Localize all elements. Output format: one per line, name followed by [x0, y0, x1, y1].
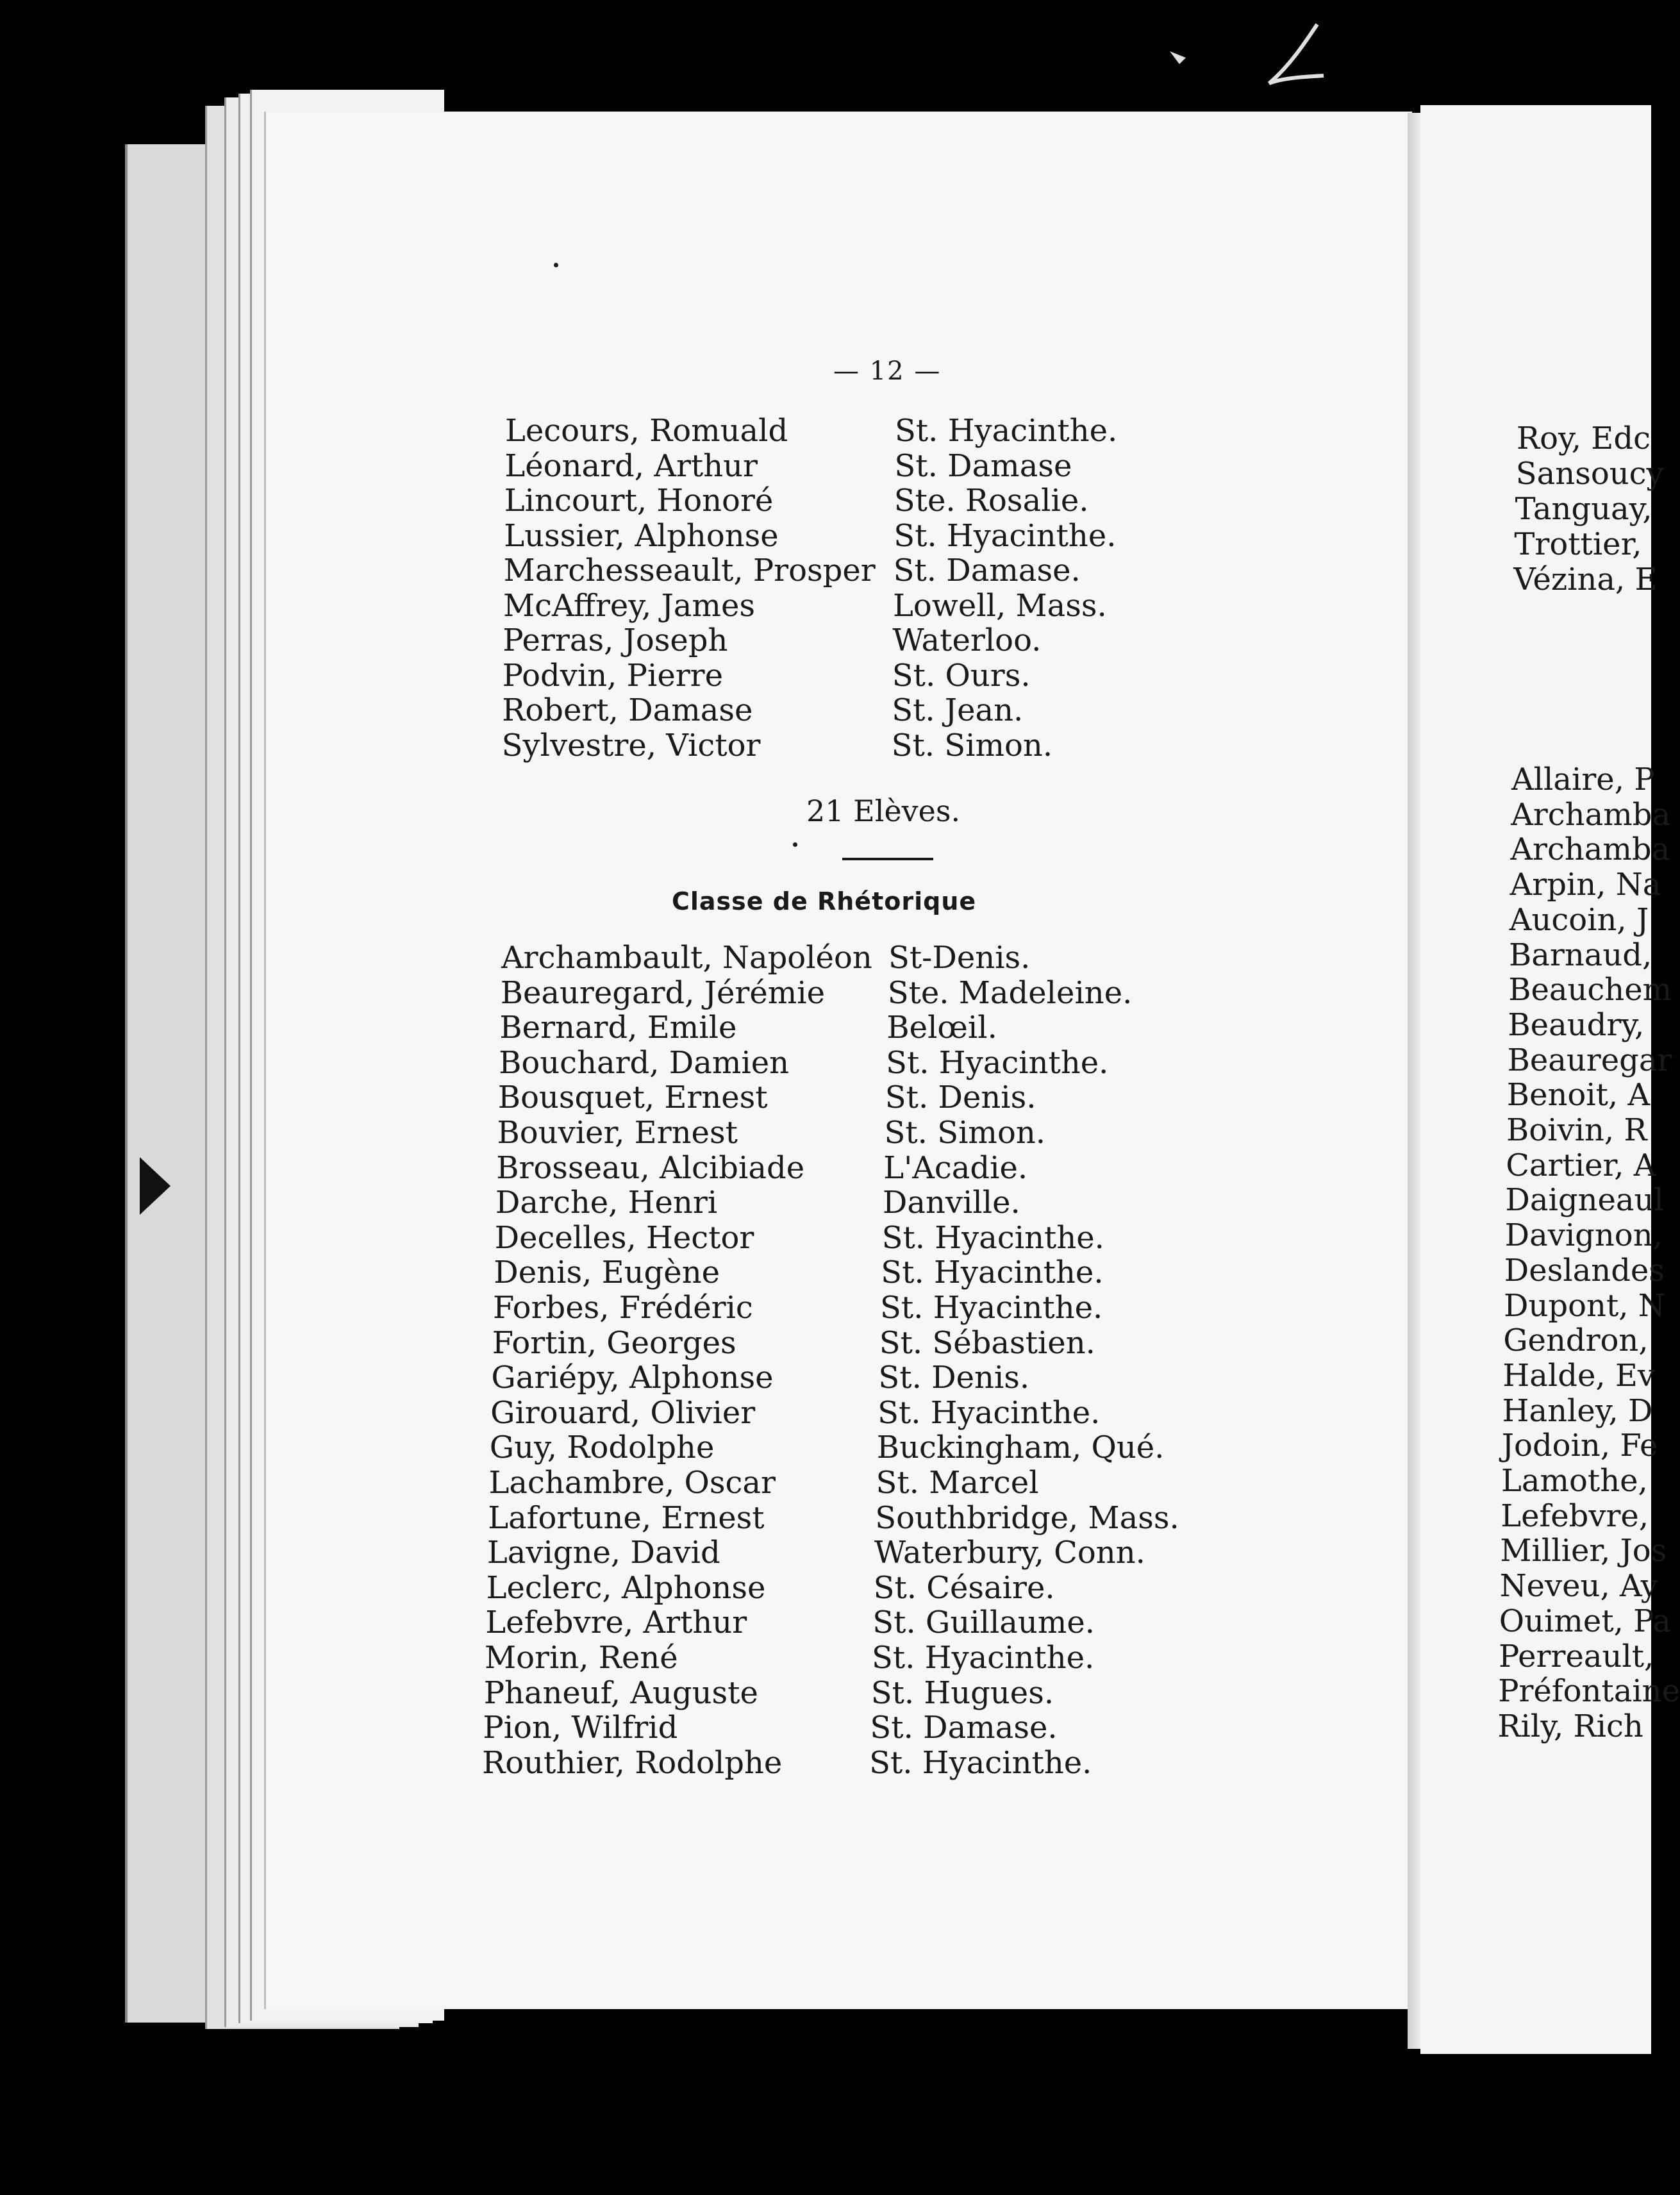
student-name: Lafortune, Ernest — [488, 1499, 765, 1536]
facing-page-entry: Perreault, — [1499, 1638, 1654, 1674]
student-name: Decelles, Hector — [494, 1219, 754, 1256]
student-name: Guy, Rodolphe — [489, 1430, 715, 1466]
student-name: Brosseau, Alcibiade — [496, 1149, 805, 1186]
student-name: Pion, Wilfrid — [483, 1710, 678, 1746]
student-name: Forbes, Frédéric — [493, 1290, 753, 1326]
student-count: 21 Elèves. — [806, 794, 961, 828]
facing-page-entry: Sansoucy — [1515, 456, 1664, 492]
student-hometown: St. Simon. — [884, 1115, 1046, 1151]
facing-page-entry: Barnaud, — [1509, 937, 1652, 973]
student-name: Bouvier, Ernest — [497, 1115, 738, 1151]
facing-page-entry: Dupont, N — [1504, 1287, 1665, 1324]
student-hometown: St. Hyacinthe. — [880, 1290, 1103, 1326]
student-name: McAffrey, James — [503, 587, 755, 624]
student-name: Routhier, Rodolphe — [482, 1744, 783, 1781]
section-divider — [842, 858, 933, 860]
student-hometown: St. Sébastien. — [879, 1324, 1095, 1361]
facing-page-entry: Vézina, E — [1513, 562, 1658, 597]
student-name: Phaneuf, Auguste — [483, 1674, 758, 1711]
pen-scribble-mark — [1256, 19, 1333, 90]
student-hometown: St. Denis. — [878, 1360, 1030, 1396]
facing-page-entry: Jodoin, Fe — [1501, 1428, 1658, 1464]
facing-page-entry: Beauregar — [1507, 1042, 1672, 1078]
left-page — [264, 112, 1412, 2009]
facing-page-entry: Cartier, A — [1506, 1147, 1656, 1183]
facing-page-entry: Millier, Jos — [1500, 1533, 1667, 1569]
student-hometown: St. Hyacinthe. — [894, 517, 1117, 554]
student-hometown: St. Simon. — [891, 727, 1053, 764]
facing-page-entry: Halde, Ev — [1502, 1357, 1656, 1394]
student-hometown: Ste. Rosalie. — [894, 483, 1089, 519]
student-name: Podvin, Pierre — [502, 657, 724, 694]
student-name: Sylvestre, Victor — [501, 727, 761, 764]
student-hometown: St. Marcel — [876, 1465, 1039, 1501]
facing-page-entry: Tanguay, — [1515, 491, 1652, 527]
facing-page-entry: Beaudry, — [1508, 1006, 1645, 1043]
facing-page-entry: Boivin, R — [1506, 1112, 1647, 1148]
student-name: Bernard, Emile — [499, 1010, 737, 1046]
student-hometown: Belœil. — [886, 1010, 997, 1046]
student-name: Lussier, Alphonse — [504, 517, 779, 554]
page-clip-mark — [140, 1157, 172, 1215]
facing-page-entry: Trottier, — [1514, 526, 1642, 562]
student-hometown: Waterloo. — [892, 622, 1042, 658]
student-name: Gariépy, Alphonse — [491, 1360, 774, 1396]
student-name: Lefebvre, Arthur — [485, 1605, 747, 1641]
student-hometown: Lowell, Mass. — [893, 587, 1107, 624]
student-name: Bousquet, Ernest — [497, 1080, 768, 1116]
student-name: Lachambre, Oscar — [488, 1465, 776, 1501]
student-hometown: St. Hyacinthe. — [872, 1640, 1095, 1676]
student-hometown: St. Ours. — [892, 657, 1031, 694]
student-hometown: St. Césaire. — [873, 1569, 1055, 1606]
facing-page-entry: Archamba — [1510, 831, 1670, 868]
ink-speck — [793, 842, 797, 847]
student-name: Marchesseault, Prosper — [503, 553, 876, 588]
student-hometown: St. Damase — [894, 447, 1072, 484]
specks-mark — [1167, 45, 1205, 71]
student-name: Leclerc, Alphonse — [486, 1569, 766, 1606]
facing-page-entry: Deslandes — [1504, 1252, 1665, 1289]
facing-page-entry: Roy, Edc — [1517, 421, 1651, 456]
student-hometown: St. Hyacinthe. — [881, 1255, 1104, 1291]
facing-page-entry: Lefebvre, — [1501, 1498, 1649, 1534]
student-hometown: St. Hyacinthe. — [869, 1744, 1092, 1781]
facing-page-entry: Allaire, P — [1511, 762, 1655, 797]
facing-page-entry: Hanley, D — [1502, 1392, 1653, 1429]
student-hometown: St. Hugues. — [870, 1674, 1054, 1711]
student-name: Morin, René — [485, 1640, 678, 1676]
student-hometown: St. Hyacinthe. — [886, 1044, 1109, 1081]
facing-page-entry: Daigneaul — [1505, 1182, 1664, 1219]
facing-page-entry: Beauchem — [1508, 972, 1672, 1008]
student-name: Perras, Joseph — [503, 622, 728, 658]
student-name: Beauregard, Jérémie — [500, 974, 826, 1011]
facing-page-entry: Neveu, Ay — [1499, 1568, 1658, 1605]
student-hometown: St. Jean. — [892, 692, 1024, 728]
facing-page-entry: Rily, Rich — [1497, 1708, 1643, 1744]
student-name: Lincourt, Honoré — [504, 483, 774, 519]
student-name: Léonard, Arthur — [504, 447, 758, 484]
ink-speck — [554, 263, 558, 267]
student-hometown: St. Hyacinthe. — [881, 1219, 1104, 1256]
student-hometown: Ste. Madeleine. — [887, 974, 1133, 1011]
student-hometown: St. Damase. — [893, 553, 1081, 588]
facing-page-entry: Gendron, — [1503, 1323, 1649, 1359]
facing-page-entry: Aucoin, J — [1509, 901, 1649, 938]
facing-page-entry: Davignon, — [1504, 1217, 1663, 1254]
student-name: Lecours, Romuald — [505, 413, 788, 449]
student-name: Girouard, Olivier — [490, 1394, 756, 1431]
section-heading: Classe de Rhétorique — [672, 887, 977, 915]
facing-page-entry: Lamothe, — [1501, 1463, 1648, 1499]
student-hometown: Waterbury, Conn. — [874, 1535, 1145, 1571]
page-number: — 12 — — [833, 356, 942, 386]
facing-page-entry: Archamba — [1511, 796, 1671, 833]
student-name: Lavigne, David — [487, 1535, 720, 1571]
student-hometown: Danville. — [882, 1185, 1020, 1221]
student-hometown: St. Guillaume. — [872, 1605, 1095, 1641]
student-name: Darche, Henri — [495, 1185, 718, 1221]
student-name: Fortin, Georges — [492, 1324, 736, 1361]
facing-page-entry: Arpin, Na — [1510, 867, 1661, 903]
facing-page-entry: Préfontaine — [1498, 1673, 1680, 1710]
student-hometown: St-Denis. — [888, 940, 1031, 976]
student-hometown: Southbridge, Mass. — [875, 1499, 1179, 1536]
student-name: Robert, Damase — [502, 692, 753, 728]
student-name: Archambault, Napoléon — [501, 940, 872, 976]
facing-page-entry: Ouimet, Pa — [1499, 1603, 1671, 1639]
student-hometown: St. Hyacinthe. — [895, 413, 1118, 449]
student-hometown: St. Hyacinthe. — [877, 1394, 1101, 1431]
student-hometown: Buckingham, Qué. — [876, 1430, 1165, 1466]
student-hometown: St. Denis. — [885, 1080, 1036, 1116]
student-hometown: L'Acadie. — [883, 1149, 1028, 1186]
student-name: Denis, Eugène — [494, 1255, 720, 1291]
facing-page-entry: Benoit, A — [1506, 1077, 1651, 1114]
student-hometown: St. Damase. — [870, 1710, 1058, 1746]
student-name: Bouchard, Damien — [499, 1044, 790, 1081]
